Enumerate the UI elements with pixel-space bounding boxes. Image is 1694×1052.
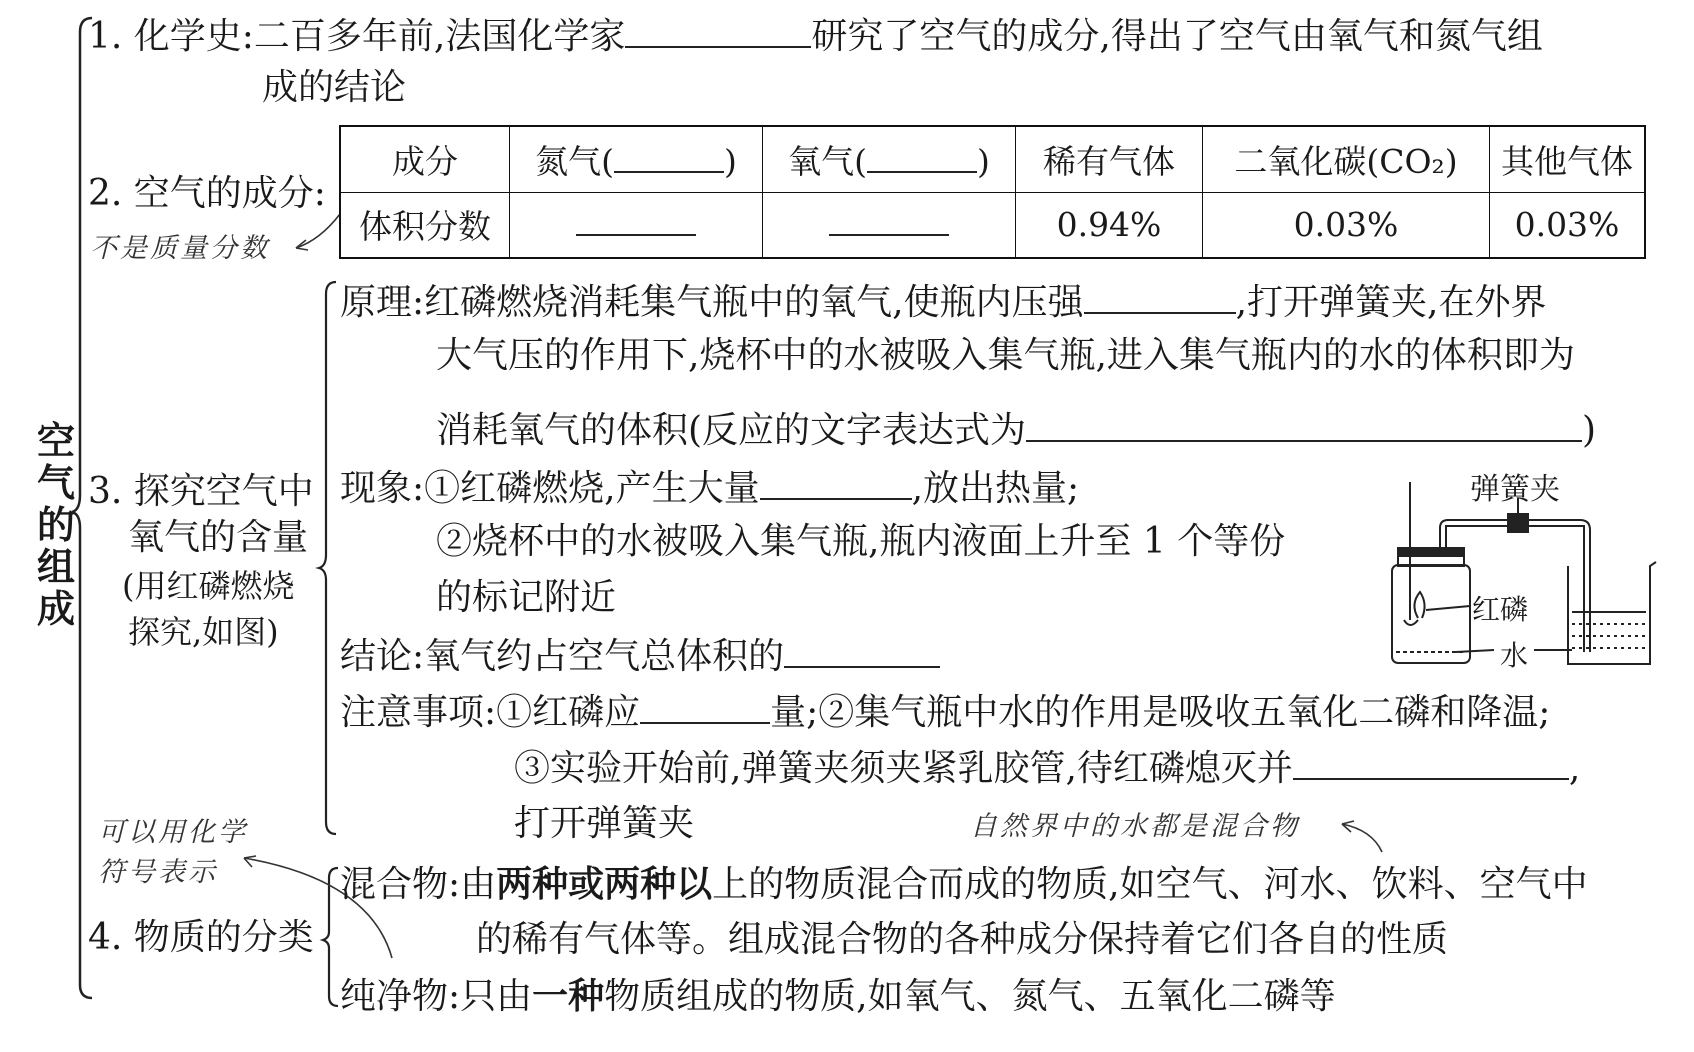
blank-oxygen-symbol[interactable] bbox=[867, 143, 977, 173]
notes-line3: 打开弹簧夹 bbox=[514, 803, 695, 844]
pure-line: 纯净物:只由一种物质组成的物质,如氧气、氮气、五氧化二磷等 bbox=[340, 975, 1336, 1017]
blank-fraction[interactable] bbox=[784, 634, 940, 668]
table-cell-oxygen-value bbox=[763, 192, 1016, 258]
principle-line3: 消耗氧气的体积(反应的文字表达式为 ) bbox=[436, 410, 1597, 451]
phenomenon-line2: ②烧杯中的水被吸入集气瓶,瓶内液面上升至 1 个等份 bbox=[436, 521, 1286, 562]
vertical-title: 空气的组成 bbox=[36, 419, 75, 631]
figure-phosphorus-label: 红磷 bbox=[1472, 593, 1529, 626]
table-cell: 二氧化碳(CO₂) bbox=[1203, 126, 1490, 192]
notes-line2: ③实验开始前,弹簧夹须夹紧乳胶管,待红磷熄灭并 , bbox=[514, 748, 1581, 789]
table-cell: 成分 bbox=[340, 126, 510, 192]
s3-label-3: (用红磷燃烧 bbox=[122, 567, 295, 605]
s3-label-2: 氧气的含量 bbox=[128, 517, 309, 558]
s4-label: 4. 物质的分类 bbox=[88, 917, 314, 958]
note-arrow-water bbox=[1342, 824, 1382, 852]
table-row-values bbox=[340, 192, 1645, 258]
mixture-line1: 混合物:由两种或两种以上的物质混合而成的物质,如空气、河水、饮料、空气中 bbox=[340, 863, 1588, 905]
blank-word-equation[interactable] bbox=[1026, 408, 1582, 442]
table-cell: 体积分数 bbox=[340, 192, 510, 258]
composition-table bbox=[339, 125, 1646, 259]
table-cell-nitrogen-value bbox=[510, 192, 763, 258]
table-cell: 其他气体 bbox=[1490, 126, 1646, 192]
blank-nitrogen-symbol[interactable] bbox=[614, 143, 724, 173]
s4-note-left-1: 可以用化学 bbox=[98, 817, 248, 848]
table-cell-oxygen: 氧气( ) bbox=[763, 126, 1016, 192]
figure-clip-label: 弹簧夹 bbox=[1470, 472, 1560, 507]
s1-line2: 成的结论 bbox=[262, 67, 407, 108]
s1-blank-chemist[interactable] bbox=[625, 14, 811, 48]
blank-oxygen-value[interactable] bbox=[829, 206, 949, 236]
table-row-header bbox=[340, 126, 1645, 192]
blank-cool[interactable] bbox=[1293, 746, 1569, 780]
table-cell: 0.03% bbox=[1203, 192, 1490, 258]
s1-line1 bbox=[88, 14, 1543, 57]
table-cell: 0.03% bbox=[1490, 192, 1646, 258]
section3-brace bbox=[319, 282, 336, 834]
mixture-line2: 的稀有气体等。组成混合物的各种成分保持着它们各自的性质 bbox=[476, 919, 1449, 960]
s4-note-left-2: 符号表示 bbox=[98, 857, 218, 888]
s1-prefix: 1. 化学史:二百多年前,法国化学家 bbox=[88, 16, 626, 57]
s1-suffix: 研究了空气的成分,得出了空气由氧气和氮气组 bbox=[811, 16, 1543, 57]
table-cell-nitrogen: 氮气( ) bbox=[510, 126, 763, 192]
conclusion-line: 结论:氧气约占空气总体积的 bbox=[340, 634, 940, 677]
notes-line1: 注意事项:①红磷应 量;②集气瓶中水的作用是吸收五氧化二磷和降温; bbox=[340, 692, 1551, 733]
principle-line2: 大气压的作用下,烧杯中的水被吸入集气瓶,进入集气瓶内的水的体积即为 bbox=[436, 335, 1575, 376]
phenomenon-line3: 的标记附近 bbox=[436, 577, 617, 618]
s3-label-1: 3. 探究空气中 bbox=[88, 471, 314, 512]
blank-amount[interactable] bbox=[640, 690, 770, 724]
s2-label: 2. 空气的成分: bbox=[88, 173, 326, 214]
principle-line1: 原理:红磷燃烧消耗集气瓶中的氧气,使瓶内压强 ,打开弹簧夹,在外界 bbox=[340, 282, 1547, 323]
blank-nitrogen-value[interactable] bbox=[576, 206, 696, 236]
blank-pressure[interactable] bbox=[1084, 280, 1236, 314]
s2-note-mass: 不是质量分数 bbox=[90, 233, 270, 264]
blank-smoke[interactable] bbox=[760, 466, 912, 500]
s4-note-right: 自然界中的水都是混合物 bbox=[970, 811, 1300, 842]
figure-water-label: 水 bbox=[1500, 639, 1529, 672]
table-cell: 稀有气体 bbox=[1016, 126, 1203, 192]
s3-label-4: 探究,如图) bbox=[128, 613, 279, 651]
phenomenon-line1: 现象:①红磷燃烧,产生大量 ,放出热量; bbox=[340, 468, 1080, 509]
table-cell: 0.94% bbox=[1016, 192, 1203, 258]
